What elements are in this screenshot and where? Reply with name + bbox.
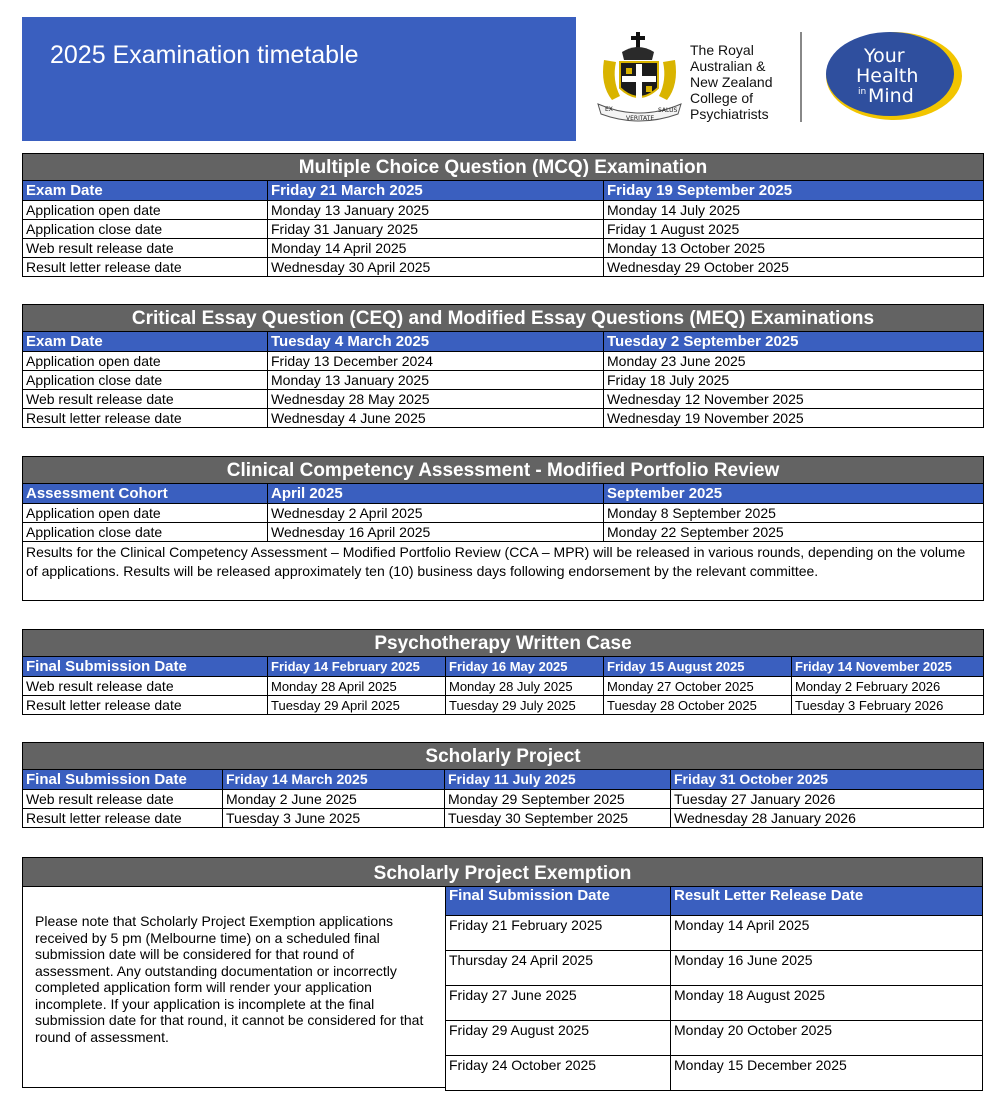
- row-label: Application close date: [23, 220, 268, 239]
- table-cell: Tuesday 3 February 2026: [792, 696, 984, 715]
- table-row: [23, 239, 984, 258]
- table-cell: Friday 24 October 2025: [446, 1056, 671, 1091]
- table-cell: Wednesday 28 January 2026: [671, 809, 984, 828]
- table-cell: Wednesday 16 April 2025: [268, 523, 604, 542]
- column-header: Friday 19 September 2025: [604, 181, 984, 201]
- table-cell: Friday 21 February 2025: [446, 916, 671, 951]
- table-cell: Monday 2 February 2026: [792, 677, 984, 696]
- college-line: The Royal: [690, 42, 754, 58]
- column-header: Friday 31 October 2025: [671, 770, 984, 790]
- table-cell: Friday 27 June 2025: [446, 986, 671, 1021]
- your-health-in-mind-logo-icon: [822, 30, 964, 122]
- cca-mpr-note: Results for the Clinical Competency Assessment – Modified Portfolio Review (CCA – MPR) will be released in various rounds, depending on the volume of applications. Results will be released approximately ten (10) business days following endorsement by the relevant committee.: [23, 542, 984, 601]
- table-cell: Monday 29 September 2025: [445, 790, 671, 809]
- row-label: Application open date: [23, 352, 268, 371]
- table-cell: Wednesday 19 November 2025: [604, 409, 984, 428]
- table-cell: Wednesday 30 April 2025: [268, 258, 604, 277]
- table-row: [23, 352, 984, 371]
- cca-mpr-section: [22, 456, 983, 601]
- table-cell: Monday 15 December 2025: [671, 1056, 983, 1091]
- row-label: Web result release date: [23, 677, 268, 696]
- table-cell: Wednesday 4 June 2025: [268, 409, 604, 428]
- exemption-note: Please note that Scholarly Project Exemption applications received by 5 pm (Melbourne time) on a scheduled final submission date will be considered for that round of assessment. Any outstanding documentation or incorrectly completed application form will render your application incomplete. If your application is incomplete at the final submission date for that round, it cannot be considered for that round of assessment.: [35, 913, 424, 1045]
- table-cell: Wednesday 2 April 2025: [268, 504, 604, 523]
- pwc-table: [22, 629, 984, 715]
- table-row: [23, 523, 984, 542]
- table-row: [446, 986, 983, 1021]
- row-label: Result letter release date: [23, 696, 268, 715]
- table-cell: Monday 28 April 2025: [268, 677, 446, 696]
- table-cell: Monday 27 October 2025: [604, 677, 792, 696]
- table-cell: Monday 14 April 2025: [268, 239, 604, 258]
- table-row: [23, 409, 984, 428]
- table-cell: Tuesday 3 June 2025: [223, 809, 445, 828]
- column-header: Friday 14 March 2025: [223, 770, 445, 790]
- row-label: Web result release date: [23, 239, 268, 258]
- scholarly-project-title: Scholarly Project: [23, 743, 984, 770]
- column-header: Result Letter Release Date: [671, 887, 983, 916]
- table-cell: Friday 1 August 2025: [604, 220, 984, 239]
- table-row: [23, 371, 984, 390]
- table-cell: Thursday 24 April 2025: [446, 951, 671, 986]
- column-header: Final Submission Date: [446, 887, 671, 916]
- row-label: Result letter release date: [23, 409, 268, 428]
- logo-text-in: in: [858, 87, 867, 97]
- table-row: [23, 790, 984, 809]
- table-row: [23, 220, 984, 239]
- table-cell: Tuesday 29 July 2025: [446, 696, 604, 715]
- table-cell: Wednesday 28 May 2025: [268, 390, 604, 409]
- table-row: [23, 696, 984, 715]
- table-row: [446, 1056, 983, 1091]
- column-header: Friday 11 July 2025: [445, 770, 671, 790]
- row-label: Application close date: [23, 523, 268, 542]
- table-cell: Tuesday 28 October 2025: [604, 696, 792, 715]
- column-header: September 2025: [604, 484, 984, 504]
- table-row: [23, 390, 984, 409]
- table-cell: Monday 13 January 2025: [268, 201, 604, 220]
- cca-mpr-table: [22, 456, 984, 601]
- table-cell: Monday 14 July 2025: [604, 201, 984, 220]
- table-cell: Monday 13 January 2025: [268, 371, 604, 390]
- pwc-title: Psychotherapy Written Case: [23, 630, 984, 657]
- scholarly-project-section: [22, 742, 983, 828]
- column-header: Friday 14 February 2025: [268, 657, 446, 677]
- column-header: April 2025: [268, 484, 604, 504]
- scholarly-project-exemption-section: [22, 857, 983, 1088]
- mcq-table: [22, 153, 984, 277]
- row-label: Web result release date: [23, 390, 268, 409]
- table-cell: Friday 29 August 2025: [446, 1021, 671, 1056]
- table-cell: Monday 23 June 2025: [604, 352, 984, 371]
- column-header: Friday 14 November 2025: [792, 657, 984, 677]
- row-label: Web result release date: [23, 790, 223, 809]
- cca-mpr-title: Clinical Competency Assessment - Modified Portfolio Review: [23, 457, 984, 484]
- column-header: Exam Date: [23, 332, 268, 352]
- column-header: Tuesday 4 March 2025: [268, 332, 604, 352]
- column-header: Final Submission Date: [23, 657, 268, 677]
- ceq-meq-table: [22, 304, 984, 428]
- college-line: Australian &: [690, 58, 766, 74]
- table-cell: Wednesday 29 October 2025: [604, 258, 984, 277]
- column-header: Assessment Cohort: [23, 484, 268, 504]
- mcq-title: Multiple Choice Question (MCQ) Examination: [23, 154, 984, 181]
- crest-motto-ex: EX: [605, 106, 613, 113]
- exemption-note-box: [22, 886, 445, 1088]
- title-banner: [22, 17, 576, 141]
- table-cell: Friday 18 July 2025: [604, 371, 984, 390]
- row-label: Result letter release date: [23, 258, 268, 277]
- table-row: [23, 504, 984, 523]
- table-row: [446, 916, 983, 951]
- table-cell: Monday 20 October 2025: [671, 1021, 983, 1056]
- table-row: [446, 1021, 983, 1056]
- table-cell: Monday 13 October 2025: [604, 239, 984, 258]
- table-cell: Friday 13 December 2024: [268, 352, 604, 371]
- logo-area: [590, 22, 970, 132]
- college-name: [690, 42, 773, 122]
- college-line: College of: [690, 90, 754, 106]
- table-cell: Monday 22 September 2025: [604, 523, 984, 542]
- row-label: Application open date: [23, 504, 268, 523]
- college-crest-icon: [592, 30, 687, 125]
- table-row: [23, 258, 984, 277]
- table-row: [23, 201, 984, 220]
- column-header: Tuesday 2 September 2025: [604, 332, 984, 352]
- row-label: Result letter release date: [23, 809, 223, 828]
- college-line: Psychiatrists: [690, 106, 769, 122]
- ceq-meq-section: [22, 304, 983, 428]
- page-title: 2025 Examination timetable: [50, 41, 359, 69]
- column-header: Final Submission Date: [23, 770, 223, 790]
- psychotherapy-written-case-section: [22, 629, 983, 715]
- table-cell: Monday 28 July 2025: [446, 677, 604, 696]
- table-cell: Monday 14 April 2025: [671, 916, 983, 951]
- table-cell: Monday 16 June 2025: [671, 951, 983, 986]
- table-cell: Tuesday 29 April 2025: [268, 696, 446, 715]
- scholarly-project-exemption-title: Scholarly Project Exemption: [22, 857, 983, 886]
- row-label: Application open date: [23, 201, 268, 220]
- column-header: Friday 15 August 2025: [604, 657, 792, 677]
- exemption-table: [445, 886, 983, 1091]
- logo-text-health: Health: [856, 65, 919, 87]
- row-label: Application close date: [23, 371, 268, 390]
- column-header: Exam Date: [23, 181, 268, 201]
- table-cell: Friday 31 January 2025: [268, 220, 604, 239]
- scholarly-project-table: [22, 742, 984, 828]
- table-cell: Monday 8 September 2025: [604, 504, 984, 523]
- column-header: Friday 16 May 2025: [446, 657, 604, 677]
- crest-motto-salus: SALUS: [658, 107, 678, 114]
- ceq-meq-title: Critical Essay Question (CEQ) and Modified Essay Questions (MEQ) Examinations: [23, 305, 984, 332]
- table-row: [23, 809, 984, 828]
- college-line: New Zealand: [690, 74, 773, 90]
- logo-divider: [800, 32, 802, 122]
- table-cell: Tuesday 30 September 2025: [445, 809, 671, 828]
- table-cell: Monday 2 June 2025: [223, 790, 445, 809]
- table-cell: Tuesday 27 January 2026: [671, 790, 984, 809]
- mcq-section: [22, 153, 983, 277]
- crest-motto-veritate: VERITATE: [626, 115, 655, 122]
- logo-text-your: Your: [864, 45, 905, 67]
- table-cell: Wednesday 12 November 2025: [604, 390, 984, 409]
- table-row: [23, 677, 984, 696]
- table-cell: Monday 18 August 2025: [671, 986, 983, 1021]
- column-header: Friday 21 March 2025: [268, 181, 604, 201]
- table-row: [446, 951, 983, 986]
- logo-text-mind: Mind: [868, 85, 914, 107]
